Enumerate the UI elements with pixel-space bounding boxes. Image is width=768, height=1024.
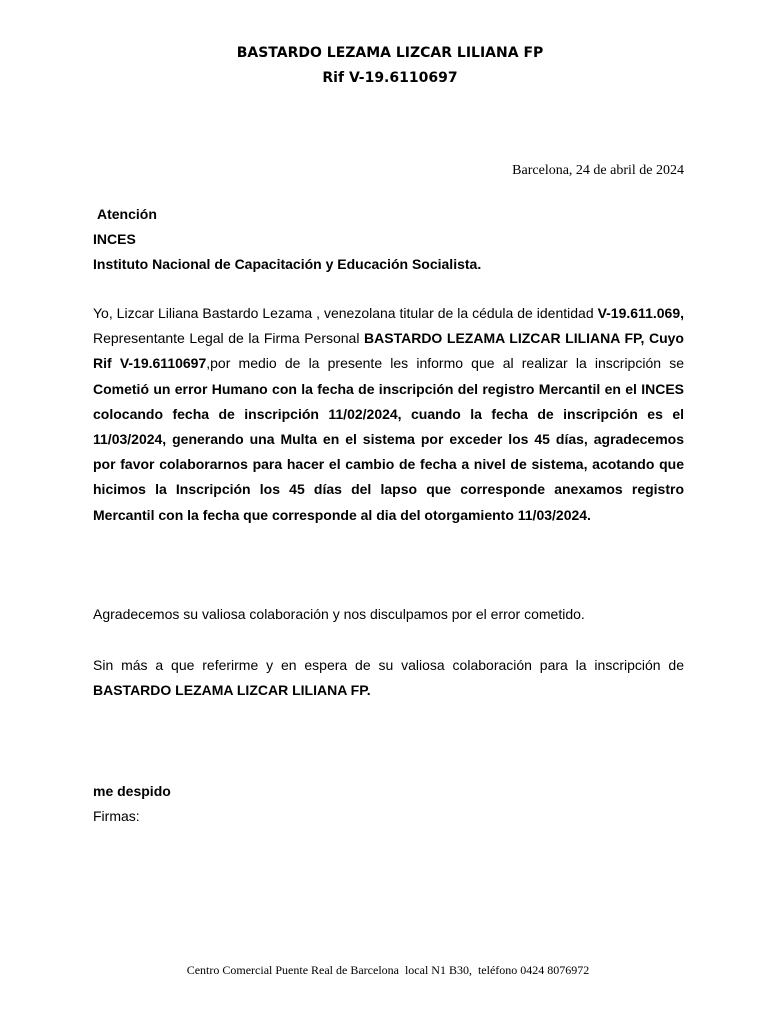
paragraph-3-bold-1: BASTARDO LEZAMA LIZCAR LILIANA FP.: [93, 682, 371, 699]
sender-rif: Rif V-19.6110697: [322, 70, 458, 86]
signatures-label: Firmas:: [93, 808, 140, 824]
paragraph-1-text-1: Yo, Lizcar Liliana Bastardo Lezama , venezolana titular de la cédula de identidad: [93, 305, 598, 321]
closing-block: [93, 779, 171, 829]
paragraph-3-text-1: Sin más a que referirme y en espera de su valiosa colaboración para la inscripción de: [93, 657, 684, 673]
addressee-org-full: Instituto Nacional de Capacitación y Educación Socialista.: [93, 256, 482, 272]
paragraph-1-text-2: Representante Legal de la Firma Personal: [93, 330, 365, 347]
farewell-text: me despido: [93, 783, 171, 799]
addressee-block: [93, 202, 481, 277]
body-paragraph-1: [93, 301, 684, 528]
attention-label: Atención: [97, 206, 157, 222]
addressee-org-short: INCES: [93, 231, 136, 247]
sender-name: BASTARDO LEZAMA LIZCAR LILIANA FP: [236, 45, 544, 61]
body-paragraph-3: [93, 653, 684, 703]
paragraph-1-bold-1: V-19.611.069,: [597, 305, 684, 321]
letterhead: [0, 41, 768, 91]
footer-address: Centro Comercial Puente Real de Barcelona local N1 B30, teléfono 0424 8076972: [186, 963, 590, 977]
paragraph-1-text-3: ,por medio de la presente les informo que al realizar la inscripción se: [206, 355, 684, 372]
letter-date: Barcelona, 24 de abril de 2024: [512, 163, 684, 178]
paragraph-1-bold-3: Cometió un error Humano con la fecha de inscripción del registro Mercantil en el INCES colocando fecha de inscripción 11/02/2024, cuando la fecha de inscripción es el 11/03/2024, generando una Multa en el sistema por exceder los 45 días, agradecemos por favor colaborarnos para hacer el cambio de fecha a nivel de sistema, acotando que hicimos la Inscripción los 45 días del lapso que corresponde anexamos registro Mercantil con la fecha que corresponde al dia del otorgamiento 11/03/2024.: [93, 380, 684, 523]
body-paragraph-2: Agradecemos su valiosa colaboración y nos disculpamos por el error cometido.: [93, 606, 585, 622]
paragraph-1-bold-2: BASTARDO LEZAMA LIZCAR LILIANA FP, Cuyo Rif V-19.6110697: [93, 330, 684, 372]
